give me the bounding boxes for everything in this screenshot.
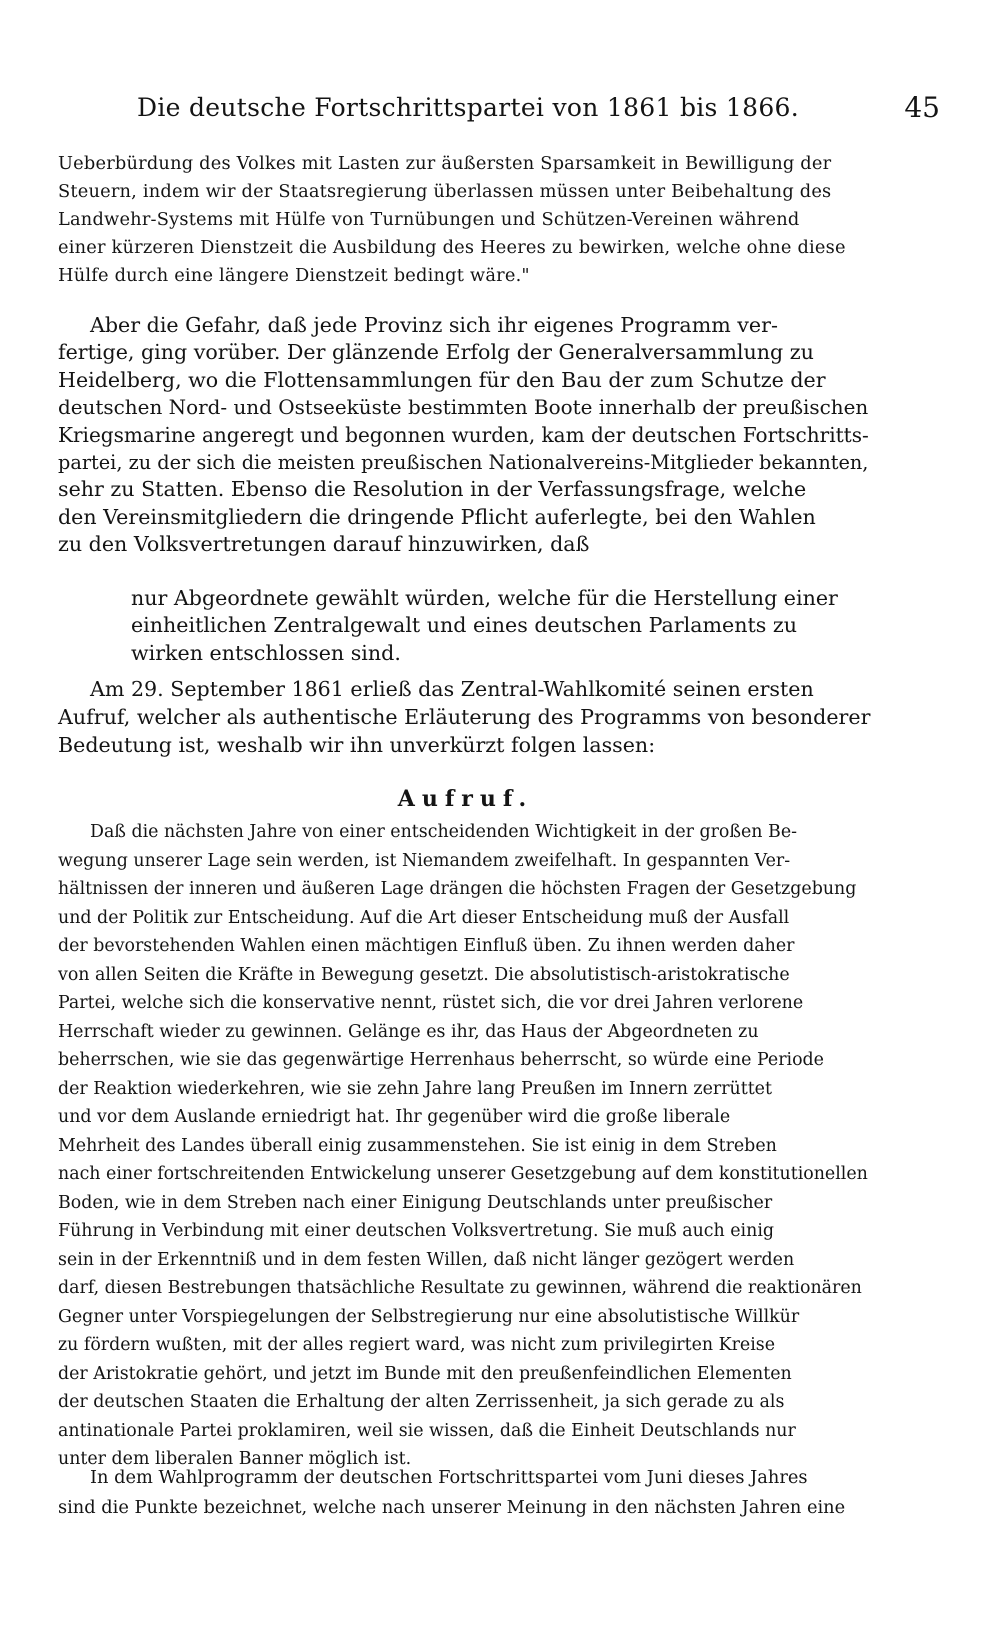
text-line: Kriegsmarine angeregt und begonnen wurden, kam der deutschen Fortschritts- — [58, 422, 869, 447]
text-line: partei, zu der sich die meisten preußischen Nationalvereins-Mitglieder bekannten, — [58, 451, 869, 475]
text-line: Daß die nächsten Jahre von einer entscheidenden Wichtigkeit in der großen Be- — [90, 822, 797, 842]
paragraph-september-1861 — [58, 675, 873, 759]
text-line: nach einer fortschreitenden Entwickelung unserer Gesetzgebung auf dem konstitutionellen — [58, 1164, 868, 1184]
text-line: sehr zu Statten. Ebenso die Resolution in der Verfassungsfrage, welche — [58, 477, 807, 502]
text-line: Aber die Gefahr, daß jede Provinz sich ihr eigenes Programm ver- — [90, 313, 778, 337]
text-line: von allen Seiten die Kräfte in Bewegung gesetzt. Die absolutistisch-aristokratische — [58, 964, 790, 985]
text-line: Ueberbürdung des Volkes mit Lasten zur äußersten Sparsamkeit in Bewilligung der — [58, 153, 832, 174]
text-line: Gegner unter Vorspiegelungen der Selbstregierung nur eine absolutistische Willkür — [58, 1306, 800, 1327]
text-line: Partei, welche sich die konservative nennt, rüstet sich, die vor drei Jahren verlorene — [58, 993, 804, 1013]
text-line: der Reaktion wiederkehren, wie sie zehn Jahre lang Preußen im Innern zerrüttet — [58, 1078, 772, 1099]
indented-resolution-quote — [131, 585, 871, 667]
text-line: zu fördern wußten, mit der alles regiert ward, was nicht zum privilegirten Kreise — [58, 1335, 776, 1355]
text-line: zu den Volksvertretungen darauf hinzuwirken, daß — [58, 532, 590, 557]
text-line: der bevorstehenden Wahlen einen mächtigen Einfluß üben. Zu ihnen werden daher — [58, 936, 795, 956]
text-line: Herrschaft wieder zu gewinnen. Gelänge es ihr, das Haus der Abgeordneten zu — [58, 1021, 759, 1042]
text-line: antinationale Partei proklamiren, weil sie wissen, daß die Einheit Deutschlands nur — [58, 1420, 796, 1441]
running-title: Die deutsche Fortschrittspartei von 1861 bis 1866. — [136, 93, 799, 122]
text-line: der deutschen Staaten die Erhaltung der alten Zerrissenheit, ja sich gerade zu als — [58, 1392, 785, 1412]
text-line: deutschen Nord- und Ostseeküste bestimmten Boote innerhalb der preußischen — [58, 395, 869, 420]
text-line: hältnissen der inneren und äußeren Lage drängen die höchsten Fragen der Gesetzgebung — [58, 879, 857, 899]
text-line: nur Abgeordnete gewählt würden, welche für die Herstellung einer — [131, 586, 838, 610]
text-line: Heidelberg, wo die Flottensammlungen für den Bau der zum Schutze der — [58, 367, 826, 392]
text-line: der Aristokratie gehört, und jetzt im Bunde mit den preußenfeindlichen Elementen — [58, 1363, 792, 1384]
text-line: einheitlichen Zentralgewalt und eines deutschen Parlaments zu — [131, 613, 798, 638]
text-line: Bedeutung ist, weshalb wir ihn unverkürzt folgen lassen: — [58, 733, 656, 757]
text-line: Aufruf, welcher als authentische Erläuterung des Programms von besonderer — [58, 705, 871, 729]
paragraph-wahlprogramm — [58, 1463, 873, 1523]
text-line: beherrschen, wie sie das gegenwärtige Herrenhaus beherrscht, so würde eine Periode — [58, 1050, 824, 1070]
aufruf-text — [58, 818, 873, 1474]
text-line: Landwehr-Systems mit Hülfe von Turnübungen und Schützen-Vereinen während — [58, 209, 800, 230]
text-line: darf, diesen Bestrebungen thatsächliche Resultate zu gewinnen, während die reaktionären — [58, 1278, 862, 1298]
text-line: den Vereinsmitgliedern die dringende Pflicht auferlegte, bei den Wahlen — [58, 504, 816, 529]
text-line: fertige, ging vorüber. Der glänzende Erfolg der Generalversammlung zu — [58, 340, 814, 365]
text-line: Führung in Verbindung mit einer deutschen Volksvertretung. Sie muß auch einig — [58, 1221, 775, 1241]
text-line: und vor dem Auslande erniedrigt hat. Ihr gegenüber wird die große liberale — [58, 1107, 731, 1127]
text-line: Am 29. September 1861 erließ das Zentral-Wahlkomité seinen ersten — [90, 677, 814, 701]
text-line: Steuern, indem wir der Staatsregierung überlassen müssen unter Beibehaltung des — [58, 181, 832, 202]
section-heading-aufruf: Aufruf. — [397, 786, 534, 812]
text-line: unter dem liberalen Banner möglich ist. — [58, 1449, 412, 1469]
text-line: Hülfe durch eine längere Dienstzeit bedingt wäre." — [58, 265, 530, 286]
text-line: sein in der Erkenntniß und in dem festen Willen, daß nicht länger gezögert werden — [58, 1249, 795, 1270]
text-line: und der Politik zur Entscheidung. Auf die Art dieser Entscheidung muß der Ausfall — [58, 907, 790, 928]
page-number: 45 — [904, 91, 940, 124]
text-line: wegung unserer Lage sein werden, ist Niemandem zweifelhaft. In gespannten Ver- — [58, 850, 791, 871]
quote-continuation — [58, 150, 873, 290]
text-line: wirken entschlossen sind. — [131, 640, 401, 665]
text-line: In dem Wahlprogramm der deutschen Fortschrittspartei vom Juni dieses Jahres — [90, 1467, 808, 1488]
text-line: einer kürzeren Dienstzeit die Ausbildung des Heeres zu bewirken, welche ohne diese — [58, 237, 846, 258]
text-line: sind die Punkte bezeichnet, welche nach unserer Meinung in den nächsten Jahren eine — [58, 1497, 846, 1518]
paragraph-heidelberg — [58, 312, 873, 559]
text-line: Mehrheit des Landes überall einig zusammenstehen. Sie ist einig in dem Streben — [58, 1135, 777, 1156]
text-line: Boden, wie in dem Streben nach einer Einigung Deutschlands unter preußischer — [58, 1192, 773, 1213]
